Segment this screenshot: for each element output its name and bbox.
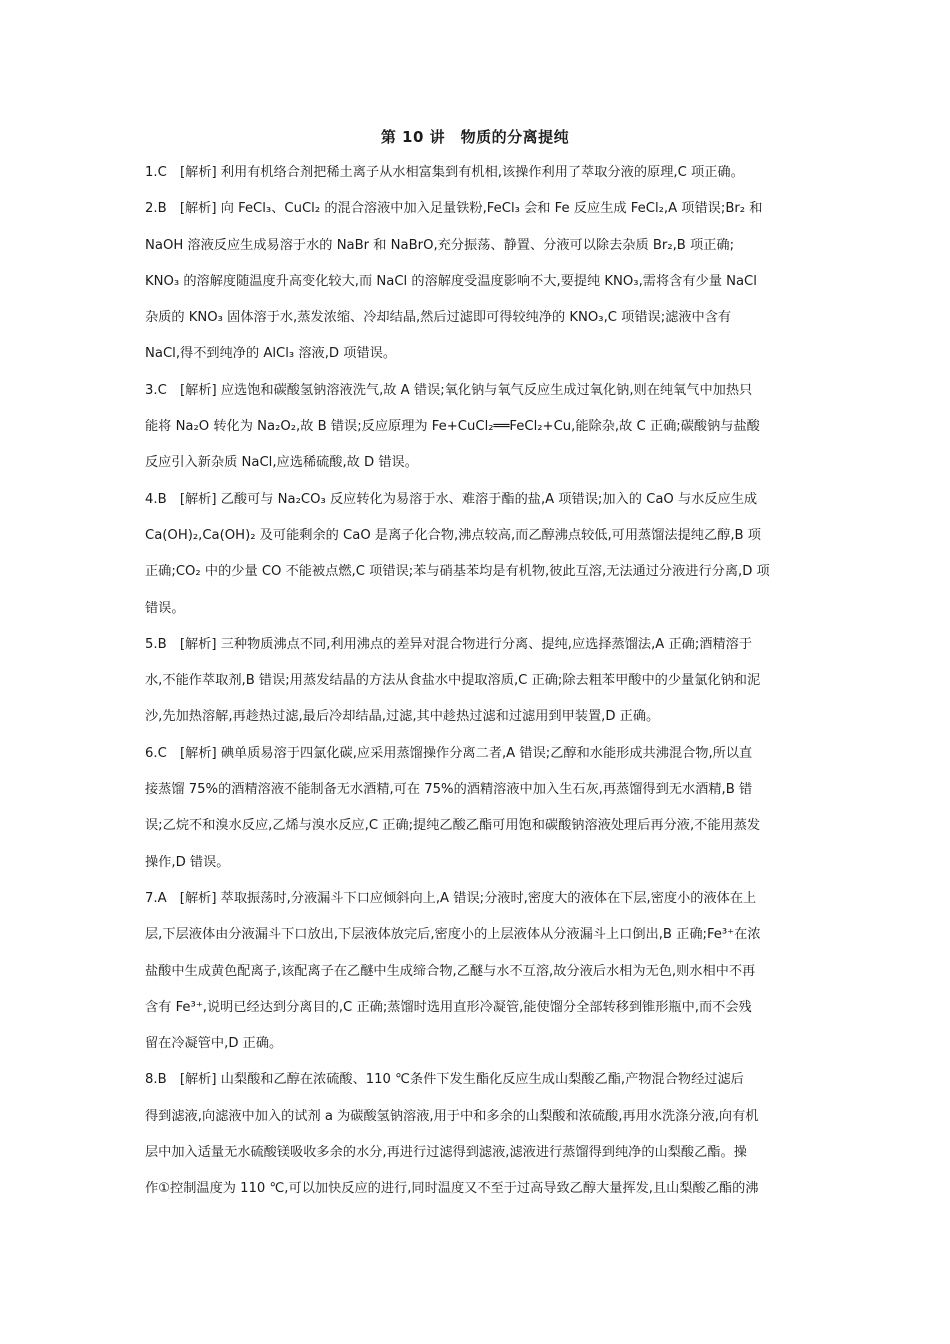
text-line bbox=[145, 194, 807, 230]
line-text: 利用有机络合剂把稀土离子从水相富集到有机相,该操作利用了萃取分液的原理,C 项正确。 bbox=[220, 165, 744, 180]
line-text: 误;乙烷不和溴水反应,乙烯与溴水反应,C 正确;提纯乙酸乙酯可用饱和碳酸钠溶液处理后再分液,不能用蒸发 bbox=[145, 818, 761, 834]
line-text: 三种物质沸点不同,利用沸点的差异对混合物进行分离、提纯,应选择蒸馏法,A 正确;酒精溶于 bbox=[220, 636, 753, 652]
text-line bbox=[145, 1029, 807, 1065]
analysis-tag: [解析] bbox=[179, 382, 217, 398]
text-line bbox=[145, 848, 807, 884]
answer-item bbox=[145, 1065, 807, 1210]
line-text: 错误。 bbox=[145, 600, 185, 616]
text-line bbox=[145, 666, 807, 702]
analysis-tag: [解析] bbox=[179, 636, 217, 652]
line-text: 向 FeCl₃、CuCl₂ 的混合溶液中加入足量铁粉,FeCl₃ 会和 Fe 反应生成 FeCl₂,A 项错误;Br₂ 和 bbox=[220, 201, 763, 217]
text-line bbox=[145, 1102, 807, 1138]
text-line bbox=[145, 993, 807, 1029]
answer-item bbox=[145, 376, 807, 485]
analysis-tag: [解析] bbox=[179, 201, 217, 217]
analysis-tag: [解析] bbox=[179, 165, 217, 180]
text-line bbox=[145, 1065, 807, 1101]
text-line bbox=[145, 376, 807, 412]
line-text: 沙,先加热溶解,再趁热过滤,最后冷却结晶,过滤,其中趁热过滤和过滤用到甲装置,D 正确。 bbox=[145, 709, 660, 725]
line-text: 碘单质易溶于四氯化碳,应采用蒸馏操作分离二者,A 错误;乙醇和水能形成共沸混合物,所以直 bbox=[220, 745, 753, 761]
text-line bbox=[145, 158, 807, 194]
text-line bbox=[145, 412, 807, 448]
line-text: 反应引入新杂质 NaCl,应选稀硫酸,故 D 错误。 bbox=[145, 455, 418, 471]
text-line bbox=[145, 775, 807, 811]
text-line bbox=[145, 1138, 807, 1174]
text-line bbox=[145, 485, 807, 521]
text-line bbox=[145, 957, 807, 993]
answer-item bbox=[145, 739, 807, 884]
answer-number: 5.B bbox=[145, 636, 167, 652]
answer-item bbox=[145, 884, 807, 1065]
line-text: 层,下层液体由分液漏斗下口放出,下层液体放完后,密度小的上层液体从分液漏斗上口倒出,B 正确;Fe³⁺在浓 bbox=[145, 927, 761, 943]
text-line bbox=[145, 267, 807, 303]
line-text: NaOH 溶液反应生成易溶于水的 NaBr 和 NaBrO,充分振荡、静置、分液可以除去杂质 Br₂,B 项正确; bbox=[145, 237, 735, 253]
answer-item bbox=[145, 630, 807, 739]
answer-number: 4.B bbox=[145, 491, 167, 507]
line-text: 水,不能作萃取剂,B 错误;用蒸发结晶的方法从食盐水中提取溶质,C 正确;除去粗苯甲酸中的少量氯化钠和泥 bbox=[145, 673, 761, 689]
answer-number: 7.A bbox=[145, 890, 167, 906]
line-text: 山梨酸和乙醇在浓硫酸、110 ℃条件下发生酯化反应生成山梨酸乙酯,产物混合物经过滤后 bbox=[220, 1072, 744, 1088]
line-text: 接蒸馏 75%的酒精溶液不能制备无水酒精,可在 75%的酒精溶液中加入生石灰,再蒸馏得到无水酒精,B 错 bbox=[145, 782, 753, 798]
answer-number: 8.B bbox=[145, 1072, 167, 1088]
analysis-tag: [解析] bbox=[179, 745, 217, 761]
line-text: 乙酸可与 Na₂CO₃ 反应转化为易溶于水、难溶于酯的盐,A 项错误;加入的 CaO 与水反应生成 bbox=[220, 491, 758, 507]
text-line bbox=[145, 630, 807, 666]
text-line bbox=[145, 1174, 807, 1210]
answer-item bbox=[145, 194, 807, 375]
line-text: 杂质的 KNO₃ 固体溶于水,蒸发浓缩、冷却结晶,然后过滤即可得较纯净的 KNO₃,C 项错误;滤液中含有 bbox=[145, 310, 732, 326]
line-text: 正确;CO₂ 中的少量 CO 不能被点燃,C 项错误;苯与硝基苯均是有机物,彼此互溶,无法通过分液进行分离,D 项 bbox=[145, 564, 770, 580]
answer-item bbox=[145, 485, 807, 630]
answer-number: 1.C bbox=[145, 165, 167, 180]
text-line bbox=[145, 231, 807, 267]
analysis-tag: [解析] bbox=[179, 890, 217, 906]
line-text: 应选饱和碳酸氢钠溶液洗气,故 A 错误;氧化钠与氧气反应生成过氧化钠,则在纯氧气中加热只 bbox=[220, 382, 753, 398]
answer-number: 2.B bbox=[145, 201, 167, 217]
analysis-tag: [解析] bbox=[179, 491, 217, 507]
text-line bbox=[145, 811, 807, 847]
page-title: 第 10 讲 物质的分离提纯 bbox=[380, 128, 570, 146]
line-text: 盐酸中生成黄色配离子,该配离子在乙醚中生成缔合物,乙醚与水不互溶,故分液后水相为无色,则水相中不再 bbox=[145, 963, 756, 979]
text-line bbox=[145, 557, 807, 593]
text-line bbox=[145, 339, 807, 375]
text-line bbox=[145, 702, 807, 738]
text-line bbox=[145, 448, 807, 484]
line-text: 含有 Fe³⁺,说明已经达到分离目的,C 正确;蒸馏时选用直形冷凝管,能使馏分全部转移到锥形瓶中,而不会残 bbox=[145, 999, 752, 1015]
analysis-tag: [解析] bbox=[179, 1072, 217, 1088]
line-text: 操作,D 错误。 bbox=[145, 854, 230, 870]
text-line bbox=[145, 739, 807, 775]
line-text: 能将 Na₂O 转化为 Na₂O₂,故 B 错误;反应原理为 Fe+CuCl₂══FeCl₂+Cu,能除杂,故 C 正确;碳酸钠与盐酸 bbox=[145, 419, 760, 435]
line-text: NaCl,得不到纯净的 AlCl₃ 溶液,D 项错误。 bbox=[145, 346, 397, 362]
line-text: 层中加入适量无水硫酸镁吸收多余的水分,再进行过滤得到滤液,滤液进行蒸馏得到纯净的山梨酸乙酯。操 bbox=[145, 1145, 747, 1161]
line-text: KNO₃ 的溶解度随温度升高变化较大,而 NaCl 的溶解度受温度影响不大,要提纯 KNO₃,需将含有少量 NaCl bbox=[145, 273, 757, 289]
text-line bbox=[145, 920, 807, 956]
answer-list bbox=[145, 158, 807, 1211]
line-text: Ca(OH)₂,Ca(OH)₂ 及可能剩余的 CaO 是离子化合物,沸点较高,而乙醇沸点较低,可用蒸馏法提纯乙醇,B 项 bbox=[145, 527, 761, 543]
text-line bbox=[145, 521, 807, 557]
text-line bbox=[145, 303, 807, 339]
line-text: 得到滤液,向滤液中加入的试剂 a 为碳酸氢钠溶液,用于中和多余的山梨酸和浓硫酸,再用水洗涤分液,向有机 bbox=[145, 1108, 759, 1124]
line-text: 作①控制温度为 110 ℃,可以加快反应的进行,同时温度又不至于过高导致乙醇大量挥发,且山梨酸乙酯的沸 bbox=[145, 1181, 759, 1197]
text-line bbox=[145, 594, 807, 630]
answer-number: 6.C bbox=[145, 745, 167, 761]
text-line bbox=[145, 884, 807, 920]
line-text: 留在冷凝管中,D 正确。 bbox=[145, 1036, 283, 1052]
line-text: 萃取振荡时,分液漏斗下口应倾斜向上,A 错误;分液时,密度大的液体在下层,密度小的液体在上 bbox=[220, 890, 757, 906]
answer-item bbox=[145, 158, 807, 194]
answer-number: 3.C bbox=[145, 382, 167, 398]
